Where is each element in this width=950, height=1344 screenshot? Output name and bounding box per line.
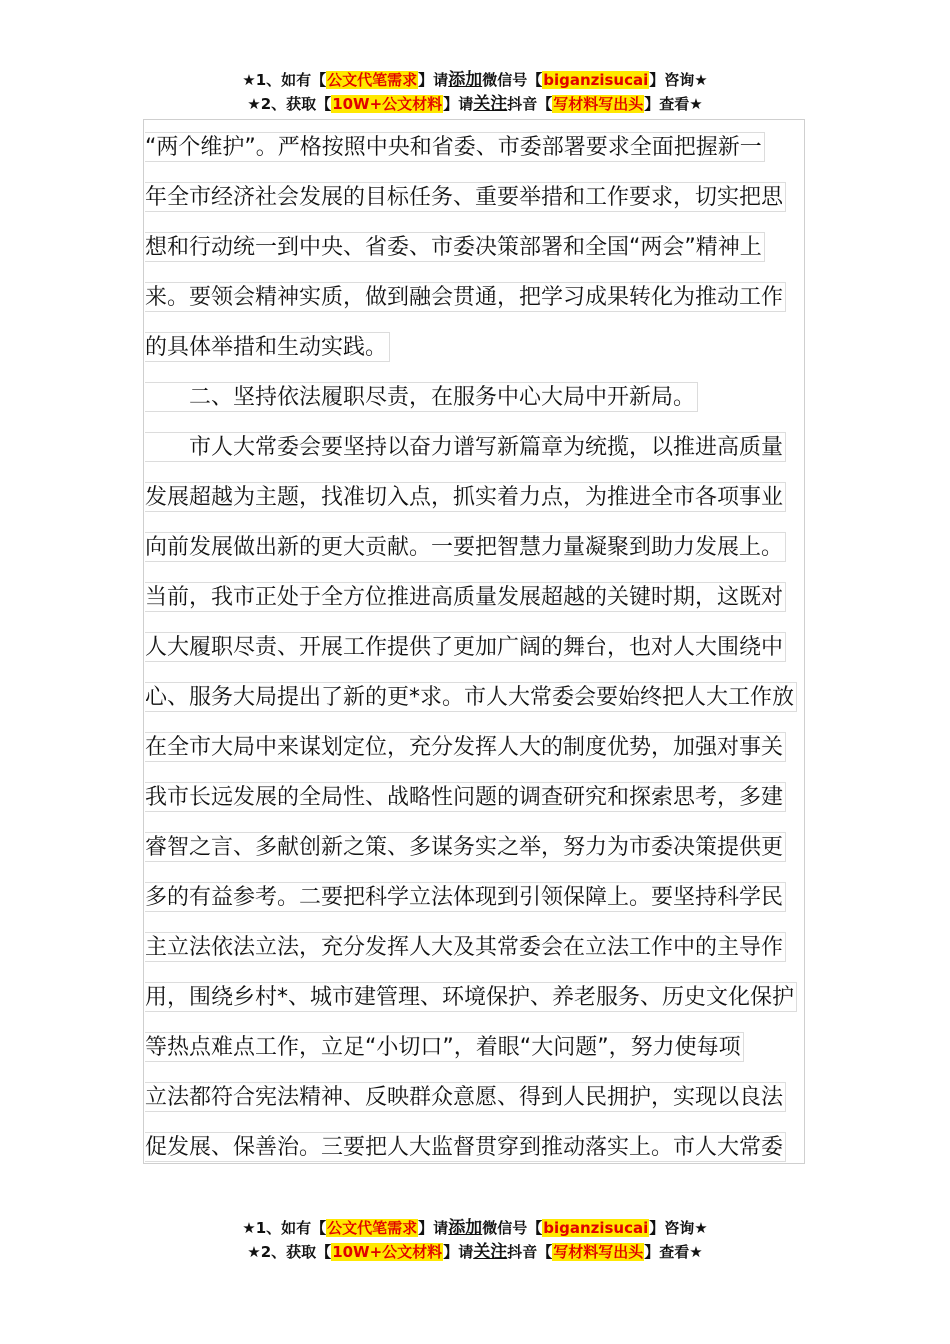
text-line bbox=[145, 122, 810, 172]
text-line bbox=[145, 422, 810, 472]
text-line bbox=[145, 272, 810, 322]
text-line bbox=[145, 1022, 810, 1072]
text-line-content: 年全市经济社会发展的目标任务、重要举措和工作要求，切实把思 bbox=[145, 182, 786, 212]
text-line-content: 促发展、保善治。三要把人大监督贯穿到推动落实上。市人大常委 bbox=[145, 1132, 786, 1162]
banner-line-2 bbox=[0, 92, 950, 116]
banner-highlight: biganzisucai bbox=[543, 1219, 649, 1237]
text-line-content: 发展超越为主题，找准切入点，抓实着力点，为推进全市各项事业 bbox=[145, 482, 786, 512]
banner-text: 】请 bbox=[443, 95, 474, 113]
banner-text: ★2、获取【 bbox=[247, 1243, 332, 1261]
text-line-content: 心、服务大局提出了新的更*求。市人大常委会要始终把人大工作放 bbox=[145, 682, 797, 712]
section-heading bbox=[145, 372, 810, 422]
text-line bbox=[145, 172, 810, 222]
text-line-content: 睿智之言、多献创新之策、多谋务实之举，努力为市委决策提供更 bbox=[145, 832, 786, 862]
text-line-content: 的具体举措和生动实践。 bbox=[145, 332, 390, 362]
text-line bbox=[145, 972, 810, 1022]
text-line-content: 多的有益参考。二要把科学立法体现到引领保障上。要坚持科学民 bbox=[145, 882, 786, 912]
banner-text: 微信号【 bbox=[482, 71, 543, 89]
banner-highlight: 写材料写出头 bbox=[553, 1243, 644, 1261]
text-line bbox=[145, 572, 810, 622]
text-line-content: 我市长远发展的全局性、战略性问题的调查研究和探索思考，多建 bbox=[145, 782, 786, 812]
banner-highlight: 10W+公文材料 bbox=[332, 1243, 443, 1261]
banner-text: 】咨询★ bbox=[649, 1219, 708, 1237]
text-line-content: 来。要领会精神实质，做到融会贯通，把学习成果转化为推动工作 bbox=[145, 282, 786, 312]
header-banner bbox=[0, 68, 950, 116]
text-line-content: 向前发展做出新的更大贡献。一要把智慧力量凝聚到助力发展上。 bbox=[145, 532, 786, 562]
text-line-content: 用，围绕乡村*、城市建管理、环境保护、养老服务、历史文化保护 bbox=[145, 982, 797, 1012]
banner-text: 抖音【 bbox=[507, 1243, 553, 1261]
text-line bbox=[145, 472, 810, 522]
text-line-content: 在全市大局中来谋划定位，充分发挥人大的制度优势，加强对事关 bbox=[145, 732, 786, 762]
banner-text: ★2、获取【 bbox=[247, 95, 332, 113]
banner-text: ★1、如有【 bbox=[242, 1219, 327, 1237]
banner-text: ★1、如有【 bbox=[242, 71, 327, 89]
banner-emphasis: 关注 bbox=[473, 1242, 508, 1262]
banner-text: 】查看★ bbox=[644, 95, 703, 113]
banner-line-1 bbox=[0, 1216, 950, 1240]
banner-highlight: biganzisucai bbox=[543, 71, 649, 89]
text-line bbox=[145, 1072, 810, 1122]
text-line-content: 立法都符合宪法精神、反映群众意愿、得到人民拥护，实现以良法 bbox=[145, 1082, 786, 1112]
banner-text: 】查看★ bbox=[644, 1243, 703, 1261]
text-line-content: 当前，我市正处于全方位推进高质量发展超越的关键时期，这既对 bbox=[145, 582, 786, 612]
banner-emphasis: 关注 bbox=[473, 94, 508, 114]
document-body bbox=[145, 122, 810, 1172]
text-line bbox=[145, 822, 810, 872]
text-line-content: 市人大常委会要坚持以奋力谱写新篇章为统揽，以推进高质量 bbox=[145, 432, 786, 462]
banner-highlight: 写材料写出头 bbox=[553, 95, 644, 113]
banner-text: 微信号【 bbox=[482, 1219, 543, 1237]
banner-emphasis: 添加 bbox=[448, 70, 483, 90]
banner-emphasis: 添加 bbox=[448, 1218, 483, 1238]
text-line-content: 人大履职尽责、开展工作提供了更加广阔的舞台，也对人大围绕中 bbox=[145, 632, 786, 662]
banner-text: 】请 bbox=[418, 71, 449, 89]
text-line bbox=[145, 622, 810, 672]
text-line bbox=[145, 322, 810, 372]
text-line bbox=[145, 1122, 810, 1172]
text-line-content: 主立法依法立法，充分发挥人大及其常委会在立法工作中的主导作 bbox=[145, 932, 786, 962]
banner-highlight: 公文代笔需求 bbox=[327, 71, 418, 89]
text-line-content: 二、坚持依法履职尽责，在服务中心大局中开新局。 bbox=[145, 382, 698, 412]
footer-banner bbox=[0, 1216, 950, 1264]
text-line bbox=[145, 522, 810, 572]
banner-highlight: 10W+公文材料 bbox=[332, 95, 443, 113]
text-line bbox=[145, 672, 810, 722]
banner-line-1 bbox=[0, 68, 950, 92]
banner-line-2 bbox=[0, 1240, 950, 1264]
text-line bbox=[145, 222, 810, 272]
banner-text: 】请 bbox=[418, 1219, 449, 1237]
text-line bbox=[145, 772, 810, 822]
banner-text: 抖音【 bbox=[507, 95, 553, 113]
text-line bbox=[145, 872, 810, 922]
text-line-content: 想和行动统一到中央、省委、市委决策部署和全国“两会”精神上 bbox=[145, 232, 765, 262]
text-line bbox=[145, 722, 810, 772]
banner-highlight: 公文代笔需求 bbox=[327, 1219, 418, 1237]
text-line-content: “两个维护”。严格按照中央和省委、市委部署要求全面把握新一 bbox=[145, 132, 765, 162]
text-line-content: 等热点难点工作，立足“小切口”，着眼“大问题”，努力使每项 bbox=[145, 1032, 744, 1062]
banner-text: 】请 bbox=[443, 1243, 474, 1261]
banner-text: 】咨询★ bbox=[649, 71, 708, 89]
text-line bbox=[145, 922, 810, 972]
